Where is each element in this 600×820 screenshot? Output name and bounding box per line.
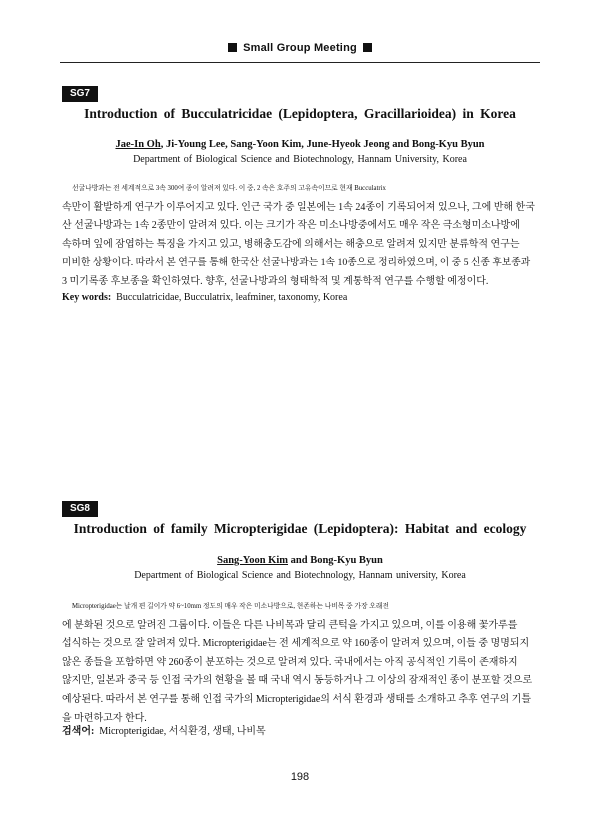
abstract-line: 산 선굴나방과는 1속 2종만이 알려져 있다. 이는 크기가 작은 미소나방중에서도 매우 작은 극소형미소나방에 [62, 220, 520, 232]
abstract-line: 섭식하는 것으로 잘 알려져 있다. Micropterigidae는 전 세계적으로 약 160종이 알려져 있으며, 이들 중 명명되지 [62, 638, 530, 650]
abstract-line: 속하며 잎에 잠엽하는 특징을 가지고 있고, 병해충도감에 의해서는 해충으로 알려져 있지만 분류학적 연구는 [62, 238, 520, 250]
abstract-line: 않은 종들을 포함하면 약 260종이 분포하는 것으로 알려져 있다. 국내에서는 아직 공식적인 기록이 존재하지 [62, 656, 518, 668]
abstract-title-sg8: Introduction of family Micropterigidae (Lepidoptera): Habitat and ecology [73, 521, 527, 536]
presenting-author: Jae-In Oh [115, 139, 161, 150]
abstract-line: 않지만, 일본과 중국 등 인접 국가의 현황을 볼 때 국내 역시 동등하거나 그 이상의 잠재적인 종이 분포할 것으로 [62, 675, 533, 687]
abstract-body-sg7 [62, 180, 538, 292]
keywords-list: Micropterigidae, 서식환경, 생태, 나비목 [99, 726, 266, 737]
affiliation-sg7: Department of Biological Science and Biotechnology, Hannam University, Korea [133, 154, 467, 165]
authors-sg8 [60, 555, 540, 566]
presenting-author: Sang-Yoon Kim [217, 555, 289, 566]
abstract-line: 예상된다. 따라서 본 연구를 통해 인접 국가의 Micropterigidae의 서식 환경과 생태를 소개하고 추후 연구의 기틀 [62, 693, 531, 705]
abstract-line: Micropterigidae는 날개 편 길이가 약 6~10mm 정도의 매우 작은 미소나방으로, 현존하는 나비목 중 가장 오래전 [72, 603, 389, 610]
page-number: 198 [290, 771, 310, 783]
header-title: Small Group Meeting [243, 42, 357, 54]
keywords-sg7 [62, 290, 538, 306]
abstract-line: 3 미기록종 후보종을 확인하였다. 향후, 선굴나방과의 형태학적 및 계통학적 연구를 수행할 예정이다. [62, 275, 489, 287]
keywords-label: Key words: [62, 292, 112, 303]
keywords-sg8 [62, 724, 538, 740]
affiliation-sg8: Department of Biological Science and Biotechnology, Hannam university, Korea [134, 570, 466, 581]
header-rule [60, 62, 540, 63]
abstract-line: 선굴나방과는 전 세계적으로 3속 300여 종이 알려져 있다. 이 중, 2 속은 호주의 고유속이므로 현재 Bucculatrix [72, 185, 386, 192]
square-bullet-icon [363, 43, 372, 52]
abstract-body-sg8 [62, 598, 538, 728]
keywords-list: Bucculatricidae, Bucculatrix, leafminer, taxonomy, Korea [116, 292, 348, 303]
square-bullet-icon [228, 43, 237, 52]
abstract-line: 미비한 상황이다. 따라서 본 연구를 통해 한국산 선굴나방과는 1속 10종으로 정리하였으며, 이 중 5 신종 후보종과 [62, 257, 531, 269]
running-header [60, 42, 540, 54]
abstract-line: 에 분화된 것으로 알려진 그룹이다. 이들은 다른 나비목과 달리 큰턱을 가지고 있으며, 이를 이용해 꽃가루를 [62, 619, 518, 631]
abstract-title-sg7: Introduction of Bucculatricidae (Lepidoptera, Gracillarioidea) in Korea [84, 106, 516, 121]
co-authors: and Bong-Kyu Byun [288, 555, 383, 566]
co-authors: , Ji-Young Lee, Sang-Yoon Kim, June-Hyeok Jeong and Bong-Kyu Byun [160, 139, 485, 150]
abstract-line: 을 마련하고자 한다. [62, 712, 147, 724]
section-tag-sg8: SG8 [62, 501, 98, 517]
authors-sg7 [60, 139, 540, 150]
section-tag-sg7: SG7 [62, 86, 98, 102]
keywords-label: 검색어: [62, 726, 95, 737]
abstract-line: 속만이 활발하게 연구가 이루어지고 있다. 인근 국가 중 일본에는 1속 24종이 기록되어져 있으나, 그에 반해 한국 [62, 201, 535, 213]
